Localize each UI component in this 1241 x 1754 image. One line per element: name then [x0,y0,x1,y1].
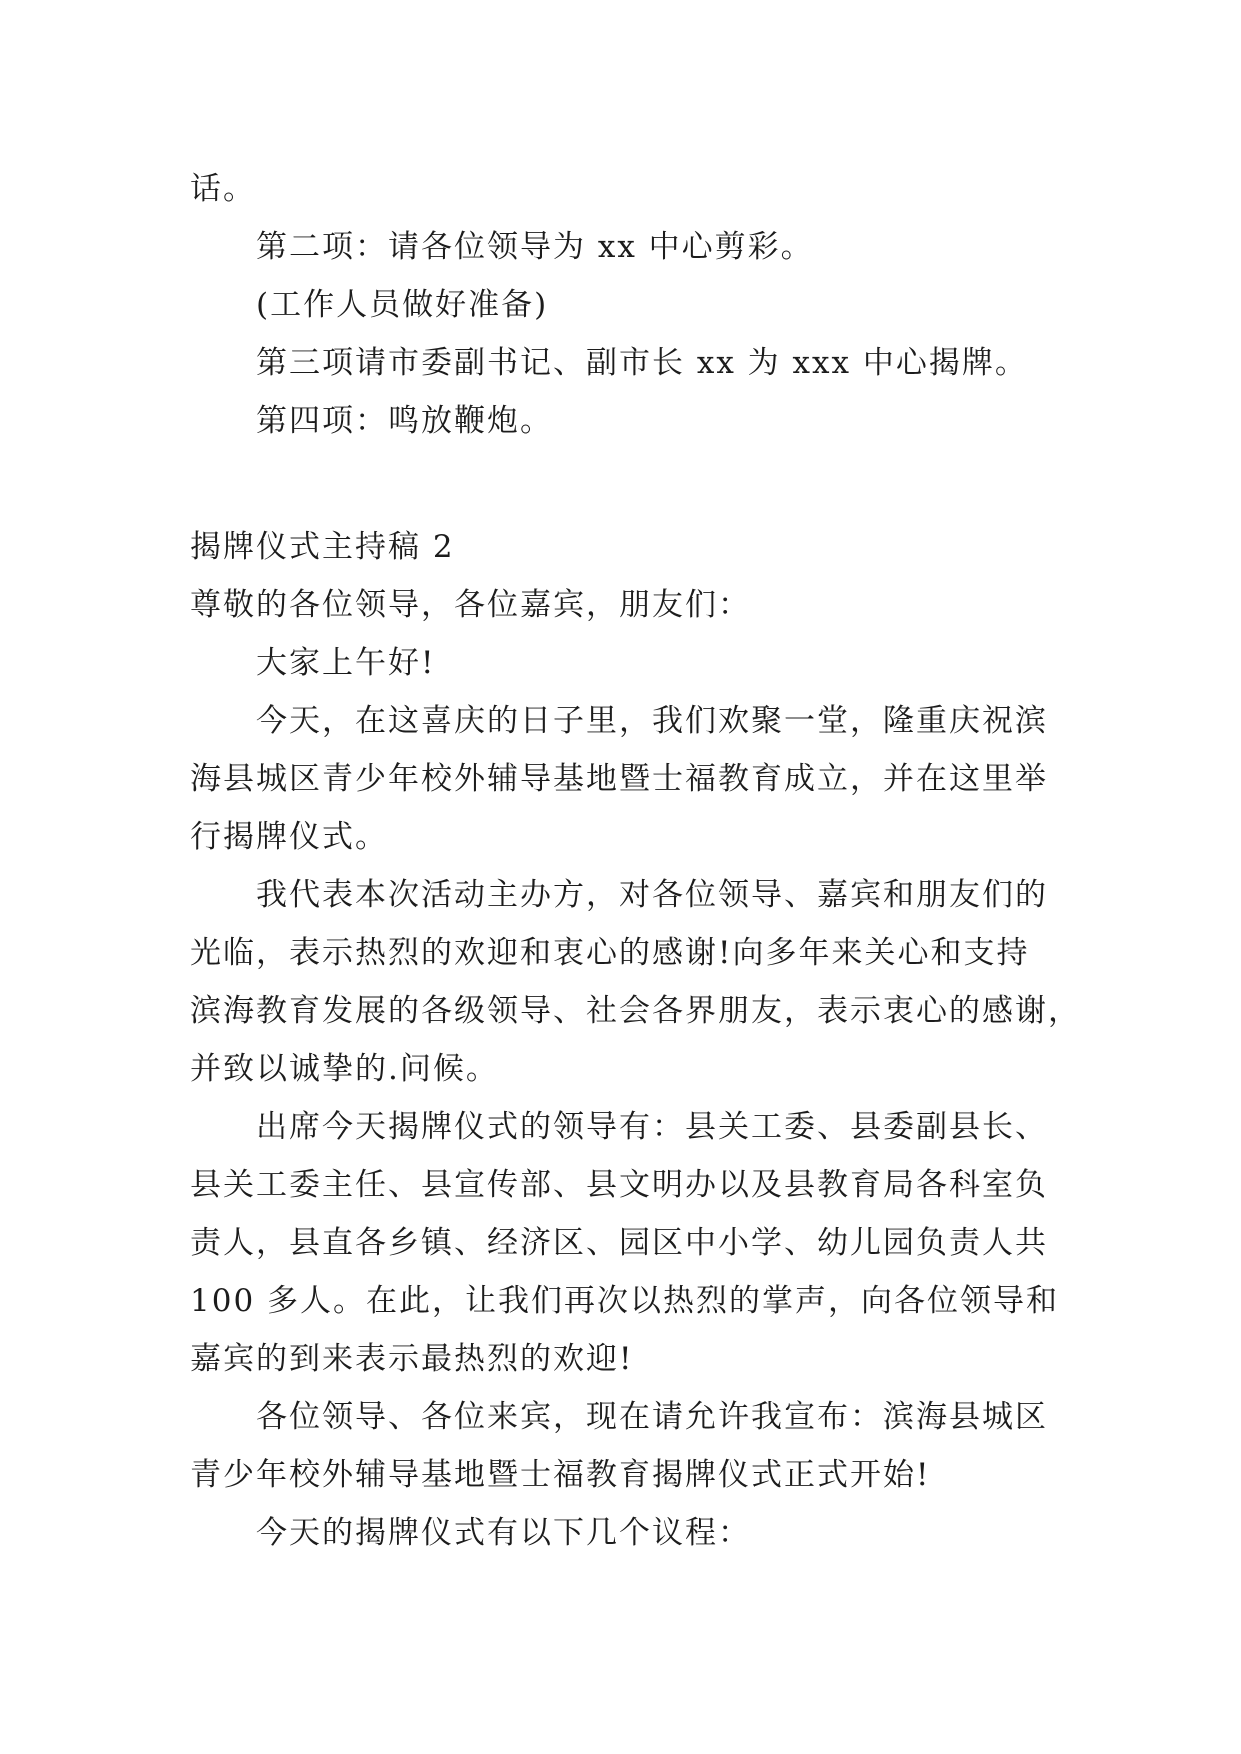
paragraph-line: 今天，在这喜庆的日子里，我们欢聚一堂，隆重庆祝滨 [256,703,1048,739]
paragraph-line: 滨海教育发展的各级领导、社会各界朋友，表示衷心的感谢， [190,993,1081,1029]
section-title: 揭牌仪式主持稿 2 [190,529,455,565]
paragraph-line: 今天的揭牌仪式有以下几个议程： [256,1515,751,1551]
paragraph-line: 嘉宾的到来表示最热烈的欢迎! [190,1341,634,1377]
paragraph-line: 各位领导、各位来宾，现在请允许我宣布：滨海县城区 [256,1399,1048,1435]
greeting: 大家上午好! [256,645,436,681]
paragraph-line: 光临，表示热烈的欢迎和衷心的感谢!向多年来关心和支持 [190,935,1030,971]
paragraph-line: 县关工委主任、县宣传部、县文明办以及县教育局各科室负 [190,1167,1048,1203]
paragraph-line: 话。 [190,171,256,207]
paragraph-line: 出席今天揭牌仪式的领导有：县关工委、县委副县长、 [256,1109,1048,1145]
agenda-item-4: 第四项：鸣放鞭炮。 [256,403,553,439]
paragraph-line: 青少年校外辅导基地暨士福教育揭牌仪式正式开始! [190,1457,931,1493]
salutation: 尊敬的各位领导，各位嘉宾，朋友们： [190,587,751,623]
agenda-item-3: 第三项请市委副书记、副市长 xx 为 xxx 中心揭牌。 [256,345,1028,381]
paragraph-line: 并致以诚挚的.问候。 [190,1051,499,1087]
document-body [190,160,1081,1562]
section-gap [190,450,1062,518]
agenda-item-2: 第二项：请各位领导为 xx 中心剪彩。 [256,229,814,265]
paragraph-line: 100 多人。在此，让我们再次以热烈的掌声，向各位领导和 [190,1283,1060,1319]
paragraph-line: 责人，县直各乡镇、经济区、园区中小学、幼儿园负责人共 [190,1225,1048,1261]
paragraph-line: 行揭牌仪式。 [190,819,388,855]
paragraph-line: 海县城区青少年校外辅导基地暨士福教育成立，并在这里举 [190,761,1048,797]
paragraph-line: 我代表本次活动主办方，对各位领导、嘉宾和朋友们的 [256,877,1048,913]
agenda-note: (工作人员做好准备) [256,287,549,323]
